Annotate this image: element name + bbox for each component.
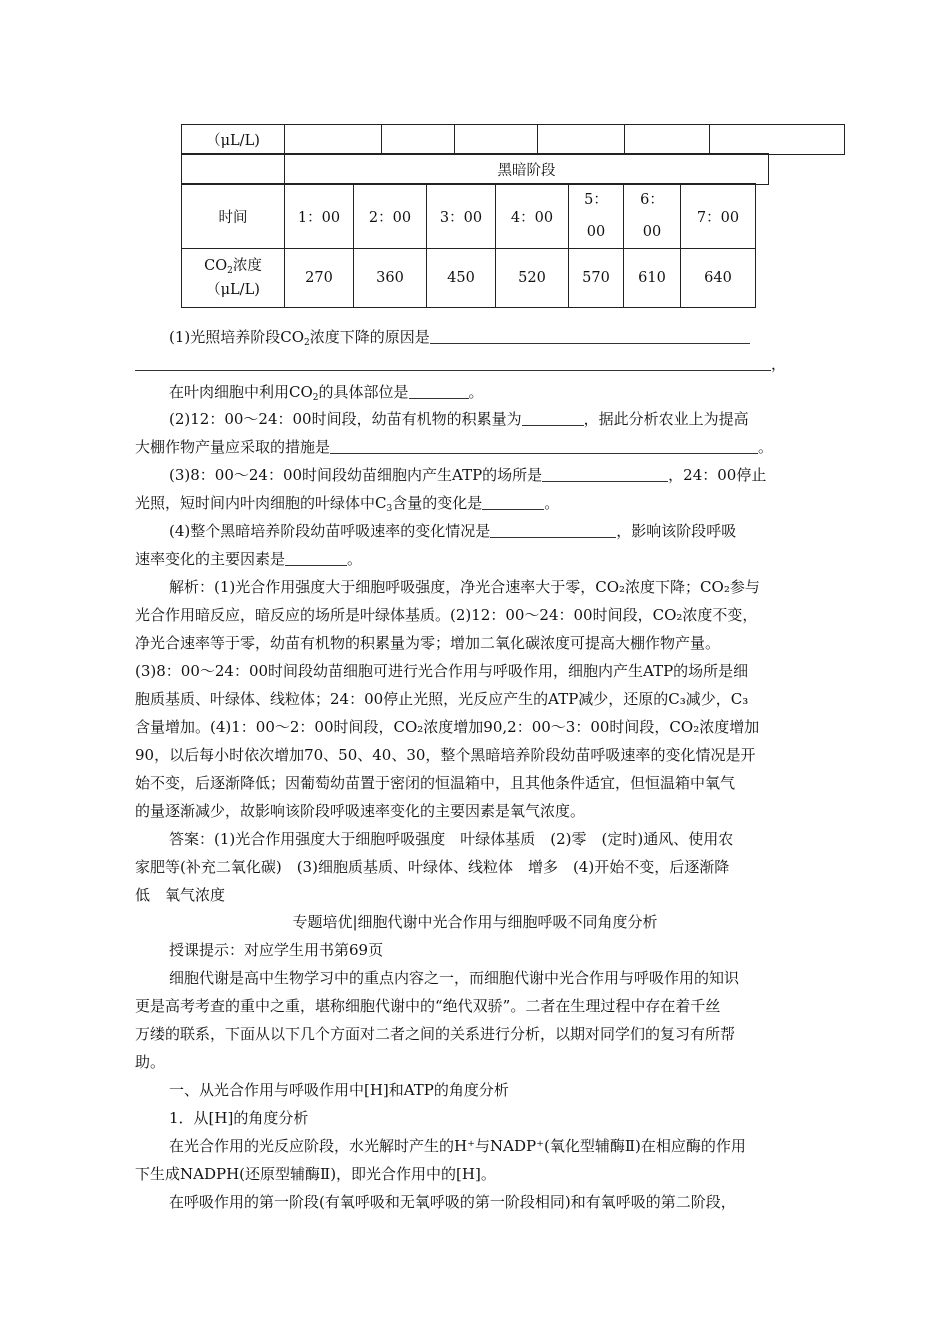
paragraph-line: 下生成NADPH(还原型辅酶Ⅱ)，即光合作用中的[H]。 xyxy=(135,1165,496,1183)
co2-sub: 2 xyxy=(227,266,233,276)
text: 大棚作物产量应采取的措施是 xyxy=(135,438,331,456)
sub: 2 xyxy=(312,393,319,403)
value-cell: 640 xyxy=(681,249,756,308)
value-cell: 360 xyxy=(354,249,427,308)
analysis-line: 90，以后每小时依次增加70、50、40、30，整个黑暗培养阶段幼苗呼吸速率的变化情况是开 xyxy=(135,746,756,764)
text: 。 xyxy=(758,438,774,456)
answer-blank[interactable] xyxy=(490,523,616,538)
time-part: 00 xyxy=(586,224,606,240)
text: 。 xyxy=(347,550,363,568)
empty-cell xyxy=(182,154,285,185)
text: ，据此分析农业上为提高 xyxy=(583,410,749,428)
answer-blank[interactable] xyxy=(330,439,758,454)
question-1-line3 xyxy=(135,382,849,402)
co2-text: 浓度 xyxy=(232,258,262,274)
time-part: 5： xyxy=(584,192,608,208)
value-cell: 570 xyxy=(569,249,624,308)
analysis-line: 胞质基质、叶绿体、线粒体；24：00停止光照，光反应产生的ATP减少，还原的C₃减少，C₃ xyxy=(135,690,749,708)
time-cell xyxy=(624,184,681,249)
empty-cell xyxy=(455,125,538,155)
analysis-line: 光合作用暗反应，暗反应的场所是叶绿体基质。(2)12：00～24：00时间段，CO₂浓度不变， xyxy=(135,606,758,624)
text: ，影响该阶段呼吸 xyxy=(616,522,737,540)
lesson-tip: 授课提示：对应学生用书第69页 xyxy=(169,941,384,959)
text: ，24：00停止 xyxy=(668,466,767,484)
text: (2)12：00～24：00时间段，幼苗有机物的积累量为 xyxy=(169,410,522,428)
paragraph-line: 细胞代谢是高中生物学习中的重点内容之一，而细胞代谢中光合作用与呼吸作用的知识 xyxy=(169,969,740,987)
empty-cell xyxy=(382,125,455,155)
answer-line: 低 氧气浓度 xyxy=(135,886,226,904)
unit-cell: （μL/L) xyxy=(182,125,285,155)
dark-phase-header: 黑暗阶段 xyxy=(285,154,769,185)
answer-blank[interactable] xyxy=(522,411,584,426)
question-1-line2 xyxy=(135,354,815,374)
text: 在叶肉细胞中利用CO xyxy=(169,383,313,401)
text: ， xyxy=(771,355,787,373)
table-dark-row xyxy=(181,153,769,185)
time-header: 时间 xyxy=(182,184,285,249)
question-4-line2 xyxy=(135,549,815,569)
question-1 xyxy=(135,327,849,347)
co2-header xyxy=(182,249,285,308)
text: 浓度下降的原因是 xyxy=(309,328,430,346)
time-cell: 1：00 xyxy=(285,184,354,249)
answer-line: 答案：(1)光合作用强度大于细胞呼吸强度 叶绿体基质 (2)零 (定时)通风、使用农 xyxy=(169,830,734,848)
time-cell: 2：00 xyxy=(354,184,427,249)
empty-cell xyxy=(710,125,845,155)
value-cell: 270 xyxy=(285,249,354,308)
text: (4)整个黑暗培养阶段幼苗呼吸速率的变化情况是 xyxy=(169,522,491,540)
co2-unit: （μL/L) xyxy=(206,282,260,298)
answer-blank[interactable] xyxy=(482,495,544,510)
paragraph-line: 万缕的联系，下面从以下几个方面对二者之间的关系进行分析，以期对同学们的复习有所帮 xyxy=(135,1025,736,1043)
analysis-line: 始不变，后逐渐降低；因葡萄幼苗置于密闭的恒温箱中，且其他条件适宜，但恒温箱中氧气 xyxy=(135,774,736,792)
paragraph-line: 在光合作用的光反应阶段，水光解时产生的H⁺与NADP⁺(氧化型辅酶Ⅱ)在相应酶的作用 xyxy=(169,1137,746,1155)
sub: 2 xyxy=(304,338,310,348)
time-cell xyxy=(569,184,624,249)
answer-blank[interactable] xyxy=(285,551,347,566)
section-title: 专题培优|细胞代谢中光合作用与细胞呼吸不同角度分析 xyxy=(292,913,658,931)
time-cell: 4：00 xyxy=(496,184,569,249)
text: 。 xyxy=(544,494,560,512)
answer-blank[interactable] xyxy=(409,384,469,399)
time-cell: 3：00 xyxy=(427,184,496,249)
answer-line: 家肥等(补充二氧化碳) (3)细胞质基质、叶绿体、线粒体 增多 (4)开始不变，后逐渐降 xyxy=(135,858,730,876)
answer-blank[interactable] xyxy=(430,329,750,344)
text: 的具体部位是 xyxy=(318,383,409,401)
value-cell: 450 xyxy=(427,249,496,308)
co2-text: CO xyxy=(204,258,228,274)
table-top-row xyxy=(181,124,845,155)
question-3 xyxy=(135,465,849,485)
paragraph-line: 更是高考考查的重中之重，堪称细胞代谢中的“绝代双骄”。二者在生理过程中存在着千丝 xyxy=(135,997,721,1015)
time-part: 6： xyxy=(640,192,664,208)
paragraph-line: 助。 xyxy=(135,1053,166,1071)
value-cell: 520 xyxy=(496,249,569,308)
paragraph-line: 在呼吸作用的第一阶段(有氧呼吸和无氧呼吸的第一阶段相同)和有氧呼吸的第二阶段， xyxy=(169,1193,736,1211)
heading-1: 一、从光合作用与呼吸作用中[H]和ATP的角度分析 xyxy=(169,1081,509,1099)
analysis-line: 解析：(1)光合作用强度大于细胞呼吸强度，净光合速率大于零，CO₂浓度下降；CO₂参与 xyxy=(169,578,760,596)
text: (1)光照培养阶段CO xyxy=(169,328,305,346)
analysis-line: 含量增加。(4)1：00～2：00时间段，CO₂浓度增加90,2：00～3：00时间段，CO₂浓度增加 xyxy=(135,718,760,736)
text: 光照，短时间内叶肉细胞的叶绿体中C xyxy=(135,494,387,512)
text: 。 xyxy=(468,383,484,401)
analysis-line: 净光合速率等于零，幼苗有机物的积累量为零；增加二氧化碳浓度可提高大棚作物产量。 xyxy=(135,634,721,652)
empty-cell xyxy=(285,125,382,155)
time-cell: 7：00 xyxy=(681,184,756,249)
question-2-line2 xyxy=(135,437,815,457)
heading-2: 1．从[H]的角度分析 xyxy=(169,1109,309,1127)
text: 含量的变化是 xyxy=(392,494,483,512)
time-part: 00 xyxy=(642,224,662,240)
empty-cell xyxy=(538,125,625,155)
analysis-line: 的量逐渐减少，故影响该阶段呼吸速率变化的主要因素是氧气浓度。 xyxy=(135,802,586,820)
question-3-line2 xyxy=(135,493,815,513)
value-cell: 610 xyxy=(624,249,681,308)
text: (3)8：00～24：00时间段幼苗细胞内产生ATP的场所是 xyxy=(169,466,543,484)
analysis-line: (3)8：00～24：00时间段幼苗细胞可进行光合作用与呼吸作用，细胞内产生ATP的场所是细 xyxy=(135,662,749,680)
question-4 xyxy=(135,521,849,541)
text: 速率变化的主要因素是 xyxy=(135,550,286,568)
answer-blank[interactable] xyxy=(542,467,668,482)
answer-blank[interactable] xyxy=(135,356,771,371)
co2-table xyxy=(181,183,756,308)
sub: 3 xyxy=(386,504,393,514)
empty-cell xyxy=(625,125,710,155)
question-2 xyxy=(135,409,849,429)
